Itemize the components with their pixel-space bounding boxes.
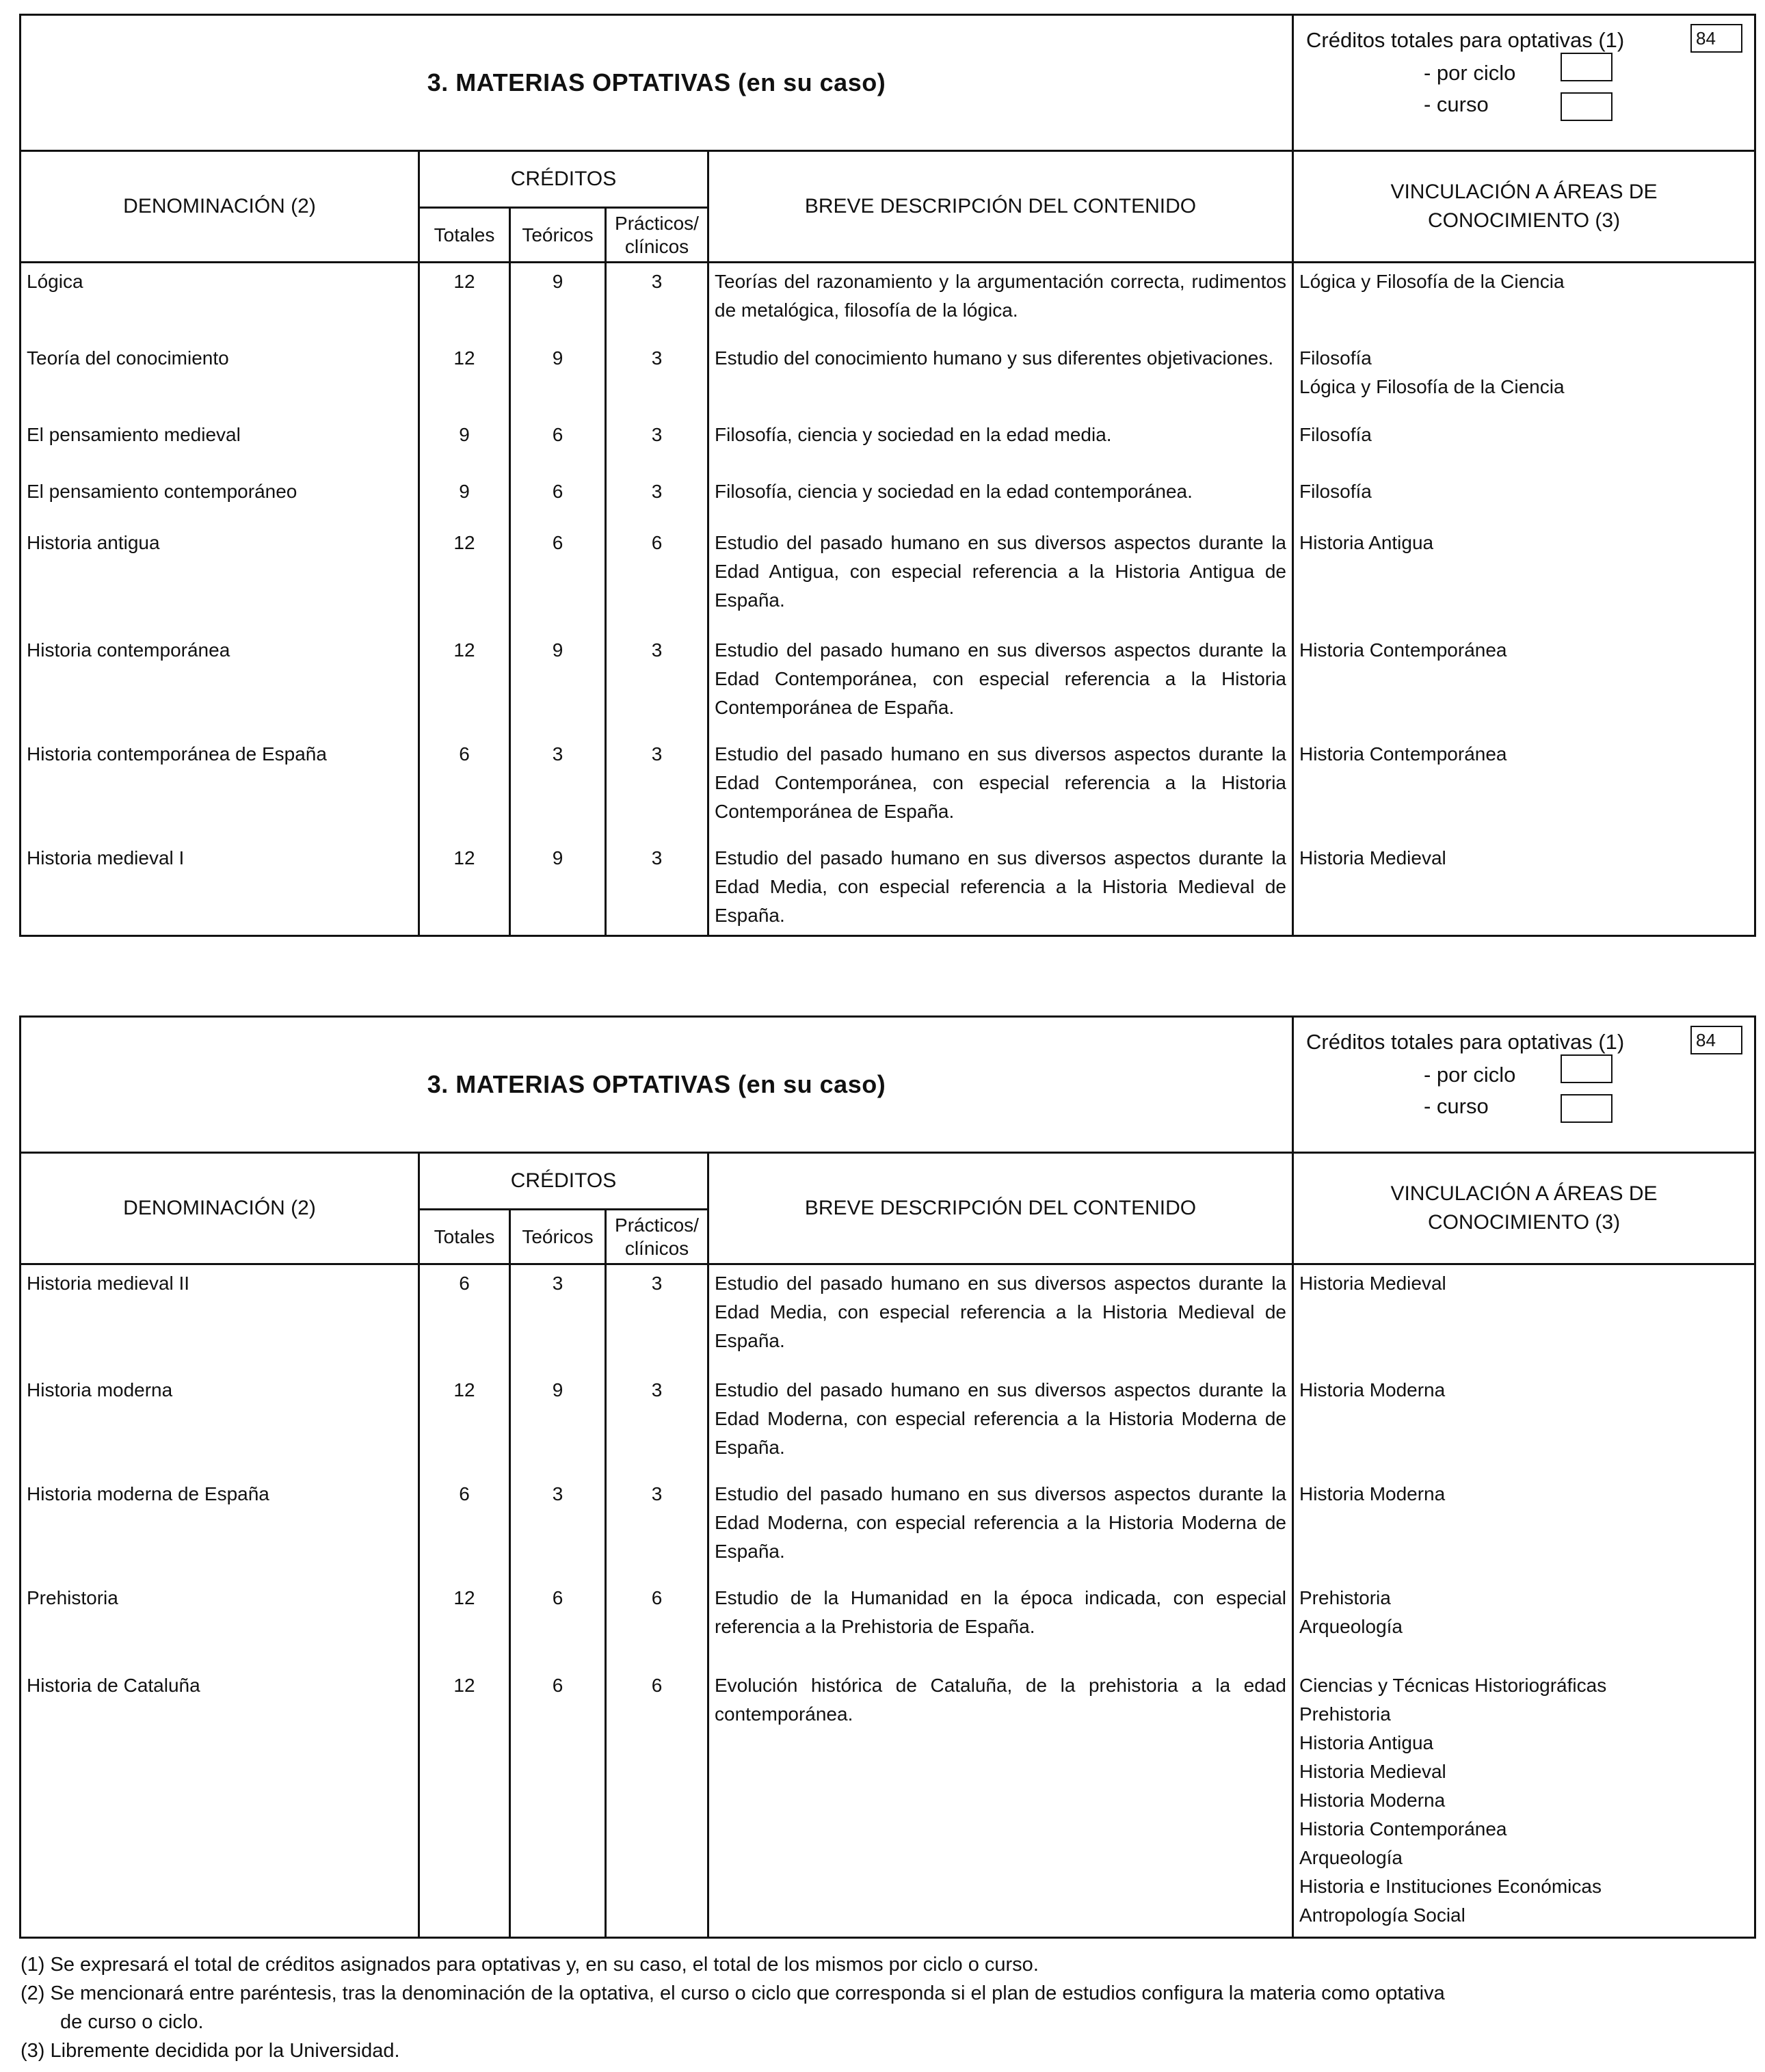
- header-descripcion: BREVE DESCRIPCIÓN DEL CONTENIDO: [709, 152, 1294, 261]
- credits-total-value: 84: [1690, 1026, 1742, 1054]
- credits-teoricos: 6: [552, 424, 563, 445]
- footnote-1: (1) Se expresará el total de créditos asignados para optativas y, en su caso, el total de los mismos por ciclo o curso.: [21, 1954, 1039, 1976]
- curso-box: [1561, 1094, 1613, 1123]
- knowledge-area: Prehistoria: [1299, 1587, 1391, 1608]
- knowledge-area: Prehistoria: [1299, 1703, 1391, 1725]
- subject-description: Estudio del pasado humano en sus diversos aspectos durante la Edad Media, con especial referencia a la Historia Medieval de España.: [715, 1273, 1286, 1351]
- credits-teoricos: 6: [552, 1587, 563, 1608]
- credits-teoricos: 3: [552, 743, 563, 765]
- credits-practicos: 3: [651, 639, 663, 661]
- subject-description: Estudio del conocimiento humano y sus diferentes objetivaciones.: [715, 347, 1274, 369]
- knowledge-area: Historia Antigua: [1299, 532, 1434, 553]
- credits-totales: 12: [453, 639, 475, 661]
- page-title: 3. MATERIAS OPTATIVAS (en su caso): [21, 16, 1294, 150]
- subject-name: Historia medieval II: [27, 1273, 190, 1294]
- subject-description: Estudio del pasado humano en sus diversos aspectos durante la Edad Moderna, con especial referencia a la Historia Moderna de España.: [715, 1379, 1286, 1458]
- subject-name: Historia contemporánea: [27, 639, 230, 661]
- header-practicos-line1: Prácticos/: [615, 1214, 699, 1236]
- subject-description: Filosofía, ciencia y sociedad en la edad media.: [715, 424, 1112, 445]
- knowledge-area: Historia Contemporánea: [1299, 639, 1507, 661]
- knowledge-area: Lógica y Filosofía de la Ciencia: [1299, 271, 1565, 292]
- credits-totales: 6: [459, 743, 470, 765]
- credits-totales: 12: [453, 271, 475, 292]
- knowledge-areas: [1299, 844, 1751, 873]
- knowledge-area: Filosofía: [1299, 481, 1372, 502]
- credits-totales: 6: [459, 1483, 470, 1504]
- knowledge-area: Historia e Instituciones Económicas: [1299, 1876, 1602, 1897]
- subject-name: Historia moderna: [27, 1379, 173, 1400]
- subject-name: Historia contemporánea de España: [27, 743, 327, 765]
- optativas-table-1: [19, 14, 1756, 937]
- credits-practicos: 3: [651, 1483, 663, 1504]
- por-ciclo-box: [1561, 1054, 1613, 1083]
- credits-teoricos: 6: [552, 1675, 563, 1696]
- knowledge-area: Historia Moderna: [1299, 1379, 1446, 1400]
- header-totales: Totales: [420, 209, 511, 261]
- knowledge-area: Historia Antigua: [1299, 1732, 1434, 1753]
- table-body: [21, 263, 1754, 937]
- knowledge-areas: [1299, 740, 1751, 769]
- header-vinculacion-line2: CONOCIMIENTO (3): [1427, 1211, 1621, 1234]
- credits-summary: [1294, 16, 1754, 150]
- knowledge-area: Filosofía: [1299, 424, 1372, 445]
- credits-teoricos: 6: [552, 481, 563, 502]
- header-creditos: [420, 152, 709, 261]
- knowledge-area: Arqueología: [1299, 1616, 1403, 1637]
- credits-practicos: 6: [651, 1587, 663, 1608]
- subject-description: Filosofía, ciencia y sociedad en la edad contemporánea.: [715, 481, 1193, 502]
- knowledge-area: Antropología Social: [1299, 1904, 1465, 1926]
- knowledge-areas: [1299, 1480, 1751, 1509]
- credits-practicos: 6: [651, 532, 663, 553]
- knowledge-area: Ciencias y Técnicas Historiográficas: [1299, 1675, 1607, 1696]
- credits-summary: [1294, 1018, 1754, 1152]
- subject-name: Historia medieval I: [27, 847, 185, 868]
- knowledge-areas: [1299, 267, 1751, 296]
- credits-teoricos: 9: [552, 1379, 563, 1400]
- knowledge-areas: [1299, 344, 1751, 401]
- header-practicos-line2: clínicos: [624, 1237, 689, 1259]
- subject-description: Estudio del pasado humano en sus diversos aspectos durante la Edad Media, con especial referencia a la Historia Medieval de España.: [715, 847, 1286, 926]
- knowledge-area: Arqueología: [1299, 1847, 1403, 1868]
- knowledge-area: Historia Contemporánea: [1299, 1818, 1507, 1839]
- subject-name: Lógica: [27, 271, 83, 292]
- subject-name: Prehistoria: [27, 1587, 118, 1608]
- credits-teoricos: 3: [552, 1483, 563, 1504]
- column-header-row: [21, 1154, 1754, 1265]
- credits-practicos: 3: [651, 424, 663, 445]
- credits-teoricos: 9: [552, 347, 563, 369]
- knowledge-areas: [1299, 477, 1751, 506]
- header-practicos: [607, 1210, 707, 1263]
- subject-name: Historia de Cataluña: [27, 1675, 200, 1696]
- subject-description: Teorías del razonamiento y la argumentación correcta, rudimentos de metalógica, filosofía de la lógica.: [715, 271, 1286, 321]
- curso-box: [1561, 92, 1613, 121]
- credits-total-label: Créditos totales para optativas (1): [1306, 28, 1625, 52]
- knowledge-area: Historia Moderna: [1299, 1790, 1446, 1811]
- header-denominacion: DENOMINACIÓN (2): [21, 1154, 420, 1263]
- credits-totales: 12: [453, 1379, 475, 1400]
- knowledge-area: Historia Moderna: [1299, 1483, 1446, 1504]
- credits-practicos: 3: [651, 1379, 663, 1400]
- subject-description: Estudio del pasado humano en sus diversos aspectos durante la Edad Antigua, con especial referencia a la Historia Antigua de España.: [715, 532, 1286, 611]
- optativas-table-2: [19, 1015, 1756, 1939]
- knowledge-areas: [1299, 1671, 1751, 1930]
- credits-teoricos: 3: [552, 1273, 563, 1294]
- credits-teoricos: 9: [552, 271, 563, 292]
- header-vinculacion-line1: VINCULACIÓN A ÁREAS DE: [1390, 1182, 1658, 1205]
- credits-practicos: 3: [651, 1273, 663, 1294]
- credits-teoricos: 6: [552, 532, 563, 553]
- knowledge-areas: [1299, 636, 1751, 665]
- credits-practicos: 3: [651, 271, 663, 292]
- knowledge-areas: [1299, 529, 1751, 557]
- column-header-row: [21, 152, 1754, 263]
- subject-name: Historia antigua: [27, 532, 160, 553]
- subject-description: Evolución histórica de Cataluña, de la prehistoria a la edad contemporánea.: [715, 1675, 1286, 1725]
- header-totales: Totales: [420, 1210, 511, 1263]
- knowledge-areas: [1299, 421, 1751, 449]
- header-practicos-line1: Prácticos/: [615, 212, 699, 234]
- credits-practicos: 6: [651, 1675, 663, 1696]
- credits-totales: 12: [453, 347, 475, 369]
- knowledge-area: Historia Medieval: [1299, 1761, 1446, 1782]
- curso-label: - curso: [1424, 92, 1489, 116]
- credits-totales: 6: [459, 1273, 470, 1294]
- title-row: [21, 16, 1754, 152]
- por-ciclo-box: [1561, 53, 1613, 81]
- header-vinculacion-line2: CONOCIMIENTO (3): [1427, 209, 1621, 232]
- footnote-3: (3) Libremente decidida por la Universidad.: [21, 2040, 400, 2062]
- credits-totales: 12: [453, 1675, 475, 1696]
- subject-description: Estudio de la Humanidad en la época indicada, con especial referencia a la Prehistoria de España.: [715, 1587, 1286, 1637]
- subject-name: El pensamiento medieval: [27, 424, 241, 445]
- por-ciclo-label: - por ciclo: [1424, 1063, 1516, 1087]
- knowledge-areas: [1299, 1584, 1751, 1641]
- header-practicos-line2: clínicos: [624, 235, 689, 257]
- footnote-2-continued: de curso o ciclo.: [60, 2011, 204, 2033]
- credits-total-label: Créditos totales para optativas (1): [1306, 1030, 1625, 1054]
- subject-description: Estudio del pasado humano en sus diversos aspectos durante la Edad Contemporánea, con especial referencia a la Historia Contemporánea de España.: [715, 639, 1286, 718]
- credits-totales: 12: [453, 1587, 475, 1608]
- credits-practicos: 3: [651, 347, 663, 369]
- header-creditos-title: CRÉDITOS: [420, 1154, 707, 1210]
- subject-description: Estudio del pasado humano en sus diversos aspectos durante la Edad Moderna, con especial referencia a la Historia Moderna de España.: [715, 1483, 1286, 1562]
- page-title: 3. MATERIAS OPTATIVAS (en su caso): [21, 1018, 1294, 1152]
- header-creditos-title: CRÉDITOS: [420, 152, 707, 209]
- knowledge-area: Filosofía: [1299, 347, 1372, 369]
- credits-teoricos: 9: [552, 847, 563, 868]
- knowledge-area: Historia Contemporánea: [1299, 743, 1507, 765]
- title-row: [21, 1018, 1754, 1154]
- credits-totales: 12: [453, 532, 475, 553]
- knowledge-area: Historia Medieval: [1299, 1273, 1446, 1294]
- knowledge-areas: [1299, 1269, 1751, 1298]
- subject-name: El pensamiento contemporáneo: [27, 481, 297, 502]
- knowledge-areas: [1299, 1376, 1751, 1405]
- curso-label: - curso: [1424, 1094, 1489, 1118]
- credits-practicos: 3: [651, 481, 663, 502]
- header-descripcion: BREVE DESCRIPCIÓN DEL CONTENIDO: [709, 1154, 1294, 1263]
- header-vinculacion: [1294, 1154, 1754, 1263]
- credits-totales: 12: [453, 847, 475, 868]
- header-teoricos: Teóricos: [511, 209, 607, 261]
- credits-totales: 9: [459, 481, 470, 502]
- credits-totales: 9: [459, 424, 470, 445]
- knowledge-area: Historia Medieval: [1299, 847, 1446, 868]
- header-vinculacion: [1294, 152, 1754, 261]
- header-creditos: [420, 1154, 709, 1263]
- table-body: [21, 1265, 1754, 1939]
- subject-name: Historia moderna de España: [27, 1483, 269, 1504]
- header-teoricos: Teóricos: [511, 1210, 607, 1263]
- header-denominacion: DENOMINACIÓN (2): [21, 152, 420, 261]
- subject-description: Estudio del pasado humano en sus diversos aspectos durante la Edad Contemporánea, con especial referencia a la Historia Contemporánea de España.: [715, 743, 1286, 822]
- footnote-2: (2) Se mencionará entre paréntesis, tras la denominación de la optativa, el curso o ciclo que corresponda si el plan de estudios configura la materia como optativa: [21, 1982, 1445, 2004]
- header-vinculacion-line1: VINCULACIÓN A ÁREAS DE: [1390, 181, 1658, 203]
- credits-teoricos: 9: [552, 639, 563, 661]
- header-practicos: [607, 209, 707, 261]
- credits-practicos: 3: [651, 847, 663, 868]
- knowledge-area: Lógica y Filosofía de la Ciencia: [1299, 376, 1565, 397]
- subject-name: Teoría del conocimiento: [27, 347, 229, 369]
- por-ciclo-label: - por ciclo: [1424, 61, 1516, 85]
- credits-total-value: 84: [1690, 24, 1742, 53]
- footnotes: [21, 1950, 1730, 2065]
- credits-practicos: 3: [651, 743, 663, 765]
